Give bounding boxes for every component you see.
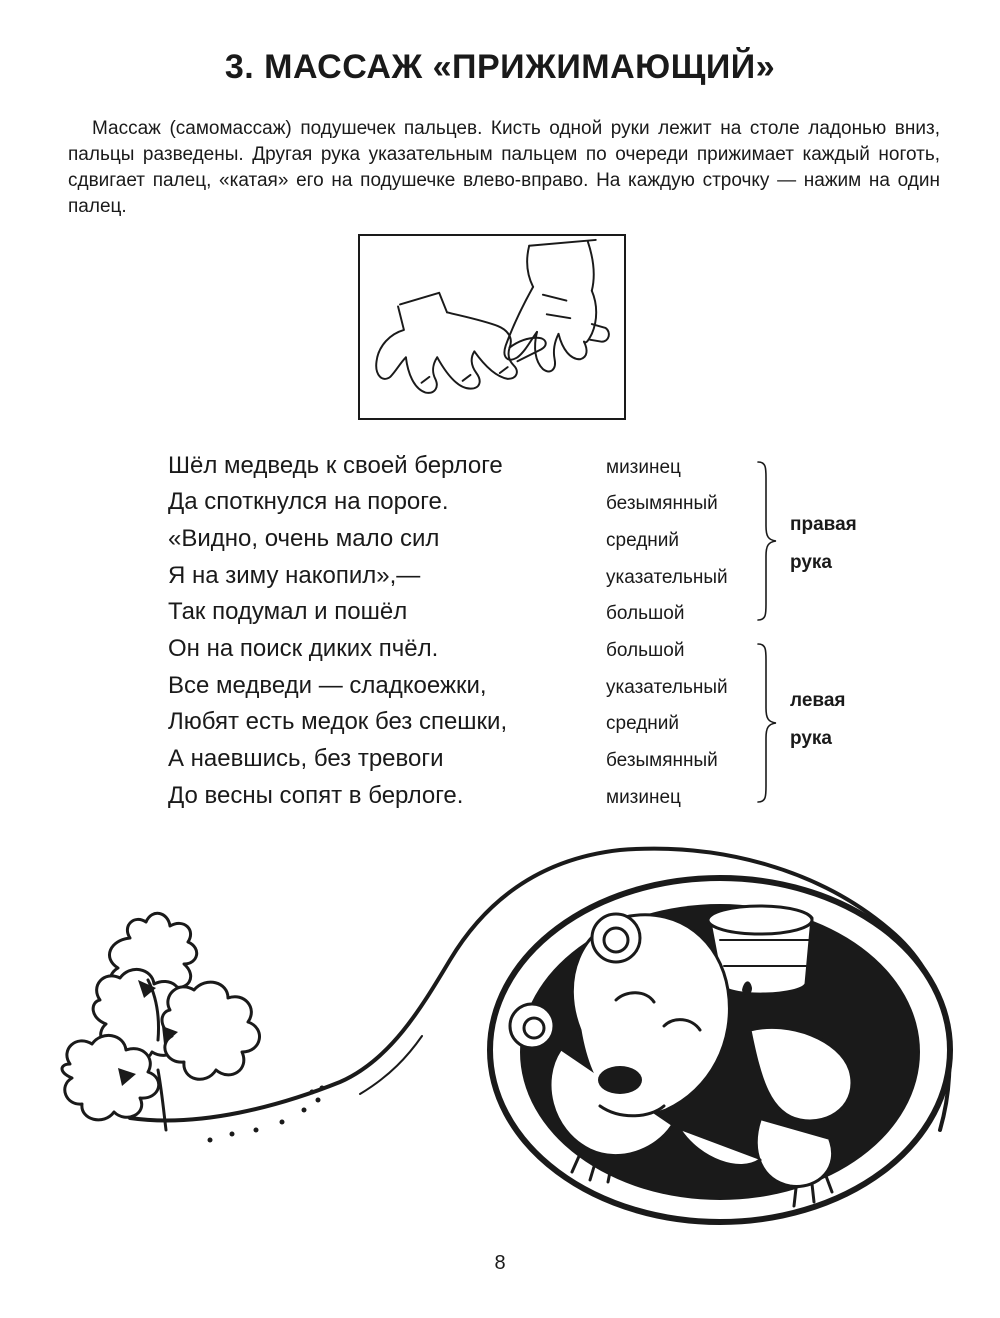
- finger-name: средний: [606, 530, 680, 551]
- finger-name: большой: [606, 640, 685, 661]
- poem-line: Так подумал и пошёл: [168, 598, 408, 625]
- poem-line: Он на поиск диких пчёл.: [168, 635, 439, 662]
- poem-row: [168, 704, 768, 740]
- bear-den-illustration: [60, 830, 960, 1230]
- finger-name: большой: [606, 603, 685, 624]
- left-hand-brace: [756, 642, 780, 804]
- finger-name: указательный: [606, 677, 728, 698]
- poem-row: [168, 448, 768, 484]
- finger-name: безымянный: [606, 493, 718, 514]
- finger-name: указательный: [606, 567, 728, 588]
- poem-row: [168, 668, 768, 704]
- left-hand-label-line2: рука: [790, 728, 832, 749]
- right-hand-label-line2: рука: [790, 552, 832, 573]
- right-hand-brace: [756, 460, 780, 622]
- poem-line: «Видно, очень мало сил: [168, 525, 440, 552]
- poem-line: А наевшись, без тревоги: [168, 745, 444, 772]
- finger-name: мизинец: [606, 457, 681, 478]
- right-hand-label: [790, 506, 857, 582]
- poem-row: [168, 631, 768, 667]
- finger-name: безымянный: [606, 750, 718, 771]
- poem-row: [168, 778, 768, 814]
- poem-line: Любят есть медок без спешки,: [168, 708, 508, 735]
- page-number: 8: [494, 1252, 506, 1274]
- poem-row: [168, 521, 768, 557]
- poem-row: [168, 484, 768, 520]
- poem-line: Все медведи — сладкоежки,: [168, 672, 487, 699]
- finger-name: средний: [606, 713, 680, 734]
- right-hand-label-line1: правая: [790, 514, 857, 535]
- poem-line: Да споткнулся на пороге.: [168, 488, 449, 515]
- left-hand-label-line1: левая: [790, 690, 846, 711]
- poem-line: Я на зиму накопил»,—: [168, 562, 421, 589]
- intro-paragraph: Массаж (самомассаж) подушечек пальцев. Кисть одной руки лежит на столе ладонью вниз, пальцы разведены. Другая рука указательным пальцем по очереди прижимает каждый ноготь, сдвигает палец, «катая» его на подушечке влево-вправо. На каждую строчку — нажим на один палец.: [68, 118, 940, 217]
- left-hand-label: [790, 682, 845, 758]
- hands-illustration: [358, 234, 626, 420]
- poem-line: До весны сопят в берлоге.: [168, 782, 464, 809]
- finger-name: мизинец: [606, 787, 681, 808]
- page-title: 3. МАССАЖ «ПРИЖИМАЮЩИЙ»: [224, 48, 776, 86]
- poem-line: Шёл медведь к своей берлоге: [168, 452, 503, 479]
- poem-row: [168, 594, 768, 630]
- poem-row: [168, 741, 768, 777]
- poem-row: [168, 558, 768, 594]
